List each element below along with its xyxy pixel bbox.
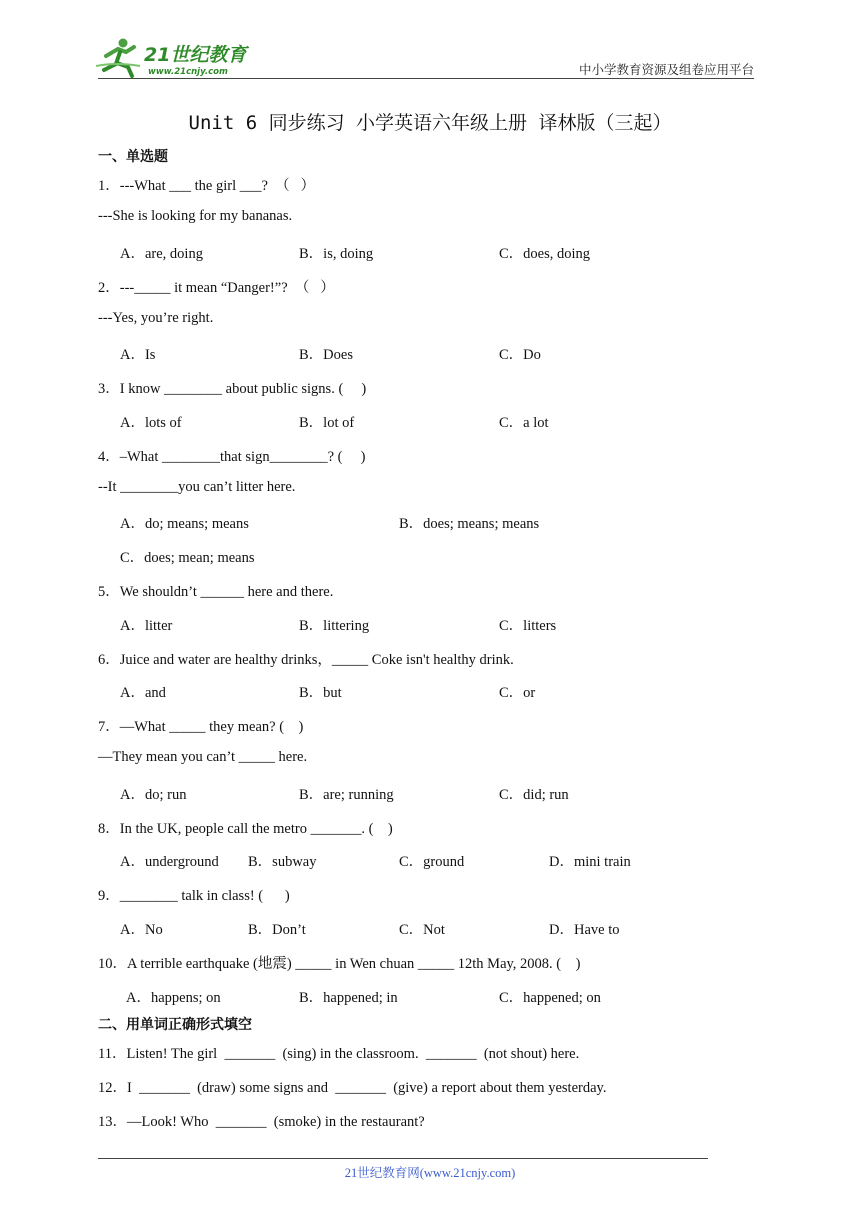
q10-option-b[interactable]: B．happened; in xyxy=(299,990,398,1006)
q9-option-b[interactable]: B．Don’t xyxy=(248,922,306,938)
q2-option-c[interactable]: C．Do xyxy=(499,347,541,363)
q7-option-b[interactable]: B．are; running xyxy=(299,787,394,803)
q7-option-a[interactable]: A．do; run xyxy=(120,787,187,803)
q6-option-c[interactable]: C．or xyxy=(499,685,536,701)
q1-option-c[interactable]: C．does, doing xyxy=(499,246,591,262)
q3-option-b[interactable]: B．lot of xyxy=(299,415,355,431)
section-heading-2: 二、用单词正确形式填空 xyxy=(98,1017,252,1033)
question-2-answer-line: ---Yes, you’re right. xyxy=(98,310,214,326)
logo-subtext: www.21cnjy.com xyxy=(148,67,228,77)
question-10: 10．A terrible earthquake (地震) _____ in Wen chuan _____ 12th May, 2008. ( ) xyxy=(98,956,581,972)
section-heading-1: 一、单选题 xyxy=(98,149,168,165)
q8-option-b[interactable]: B．subway xyxy=(248,854,317,870)
q2-option-a[interactable]: A．Is xyxy=(120,347,156,363)
question-1-answer-line: ---She is looking for my bananas. xyxy=(98,208,293,224)
question-4: 4．–What ________that sign________? ( ) xyxy=(98,449,366,465)
header-platform-text: 中小学教育资源及组卷应用平台 xyxy=(578,62,754,77)
question-8: 8．In the UK, people call the metro _______. ( ) xyxy=(98,821,393,837)
q8-option-a[interactable]: A．underground xyxy=(120,854,219,870)
question-11: 11．Listen! The girl _______ (sing) in the classroom. _______ (not shout) here. xyxy=(98,1046,580,1062)
q7-option-c[interactable]: C．did; run xyxy=(499,787,569,803)
page-title: Unit 6 同步练习 小学英语六年级上册 译林版（三起） xyxy=(188,112,672,134)
question-1: 1．---What ___ the girl ___? （ ） xyxy=(98,178,316,194)
q8-option-c[interactable]: C．ground xyxy=(399,854,465,870)
logo-text: 21世纪教育 xyxy=(144,44,247,66)
q9-option-d[interactable]: D．Have to xyxy=(549,922,620,938)
q4-option-a[interactable]: A．do; means; means xyxy=(120,516,249,532)
footer-link[interactable]: 21世纪教育网(www.21cnjy.com) xyxy=(344,1166,516,1180)
q2-option-b[interactable]: B．Does xyxy=(299,347,353,363)
q5-option-a[interactable]: A．litter xyxy=(120,618,173,634)
q9-option-c[interactable]: C．Not xyxy=(399,922,445,938)
question-5: 5．We shouldn’t ______ here and there. xyxy=(98,584,334,600)
q3-option-a[interactable]: A．lots of xyxy=(120,415,182,431)
header-divider xyxy=(98,78,754,79)
question-2: 2．---_____ it mean “Danger!”? （ ） xyxy=(98,280,335,296)
q6-option-b[interactable]: B．but xyxy=(299,685,342,701)
question-4-answer-line: --It ________you can’t litter here. xyxy=(98,479,296,495)
q10-option-c[interactable]: C．happened; on xyxy=(499,990,601,1006)
question-3: 3．I know ________ about public signs. ( ) xyxy=(98,381,367,397)
question-7: 7．—What _____ they mean? ( ) xyxy=(98,719,304,735)
question-13: 13．—Look! Who _______ (smoke) in the restaurant? xyxy=(98,1114,425,1130)
footer-divider xyxy=(98,1158,708,1159)
q6-option-a[interactable]: A．and xyxy=(120,685,166,701)
q1-option-a[interactable]: A．are, doing xyxy=(120,246,203,262)
q8-option-d[interactable]: D．mini train xyxy=(549,854,631,870)
q4-option-b[interactable]: B．does; means; means xyxy=(399,516,540,532)
q4-option-c[interactable]: C．does; mean; means xyxy=(120,550,255,566)
site-logo xyxy=(96,36,266,78)
q1-option-b[interactable]: B．is, doing xyxy=(299,246,374,262)
question-9: 9．________ talk in class! ( ) xyxy=(98,888,290,904)
runner-icon xyxy=(96,39,140,77)
question-12: 12．I _______ (draw) some signs and _______ (give) a report about them yesterday. xyxy=(98,1080,607,1096)
q5-option-c[interactable]: C．litters xyxy=(499,618,557,634)
question-6: 6．Juice and water are healthy drinks，_____ Coke isn't healthy drink. xyxy=(98,652,514,668)
q10-option-a[interactable]: A．happens; on xyxy=(126,990,221,1006)
q3-option-c[interactable]: C．a lot xyxy=(499,415,549,431)
q5-option-b[interactable]: B．littering xyxy=(299,618,370,634)
question-7-answer-line: —They mean you can’t _____ here. xyxy=(98,749,308,765)
q9-option-a[interactable]: A．No xyxy=(120,922,163,938)
